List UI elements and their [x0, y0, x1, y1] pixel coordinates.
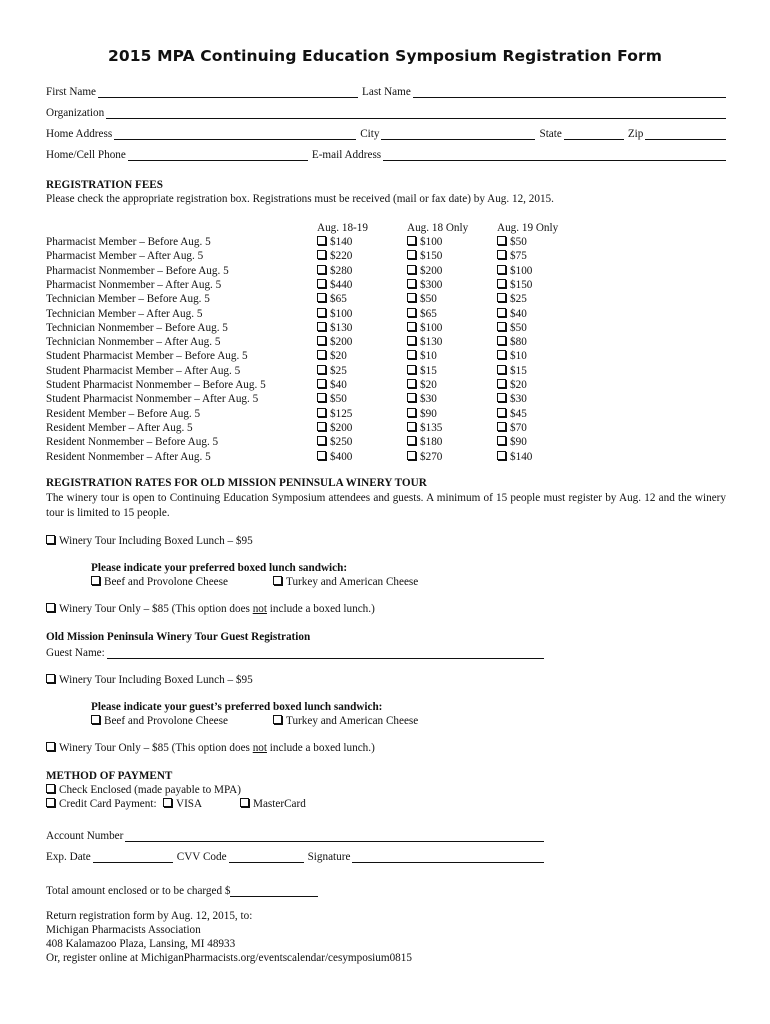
- fee-price: $80: [510, 336, 527, 349]
- guest-sandwich-turkey-option[interactable]: [273, 715, 418, 727]
- winery-heading: REGISTRATION RATES FOR OLD MISSION PENINSULA WINERY TOUR: [46, 477, 427, 489]
- fee-price: $40: [510, 307, 527, 320]
- winery-description: The winery tour is open to Continuing Education Symposium attendees and guests. A minimum of 15 people must register by Aug. 12 and the winery tour is limited to 15 people.: [46, 492, 726, 519]
- fee-option[interactable]: [317, 365, 347, 377]
- fee-option[interactable]: [497, 308, 527, 320]
- fee-option[interactable]: [497, 422, 527, 434]
- fee-price: $45: [510, 407, 527, 420]
- column-header: Aug. 18-19: [317, 222, 368, 234]
- association-address: 408 Kalamazoo Plaza, Lansing, MI 48933: [46, 938, 236, 950]
- fee-price: $70: [510, 421, 527, 434]
- check-option[interactable]: [46, 784, 241, 796]
- fee-category-label: Student Pharmacist Member – Before Aug. 5: [46, 350, 248, 363]
- fee-price: $20: [420, 379, 437, 391]
- fee-option[interactable]: [317, 265, 352, 277]
- checkbox[interactable]: [317, 308, 326, 317]
- fee-price: $130: [420, 336, 443, 349]
- checkbox[interactable]: [317, 250, 326, 259]
- checkbox[interactable]: [497, 436, 506, 445]
- fee-option[interactable]: [407, 322, 442, 334]
- checkbox[interactable]: [46, 742, 55, 751]
- fee-price: $130: [330, 321, 353, 334]
- checkbox[interactable]: [46, 535, 55, 544]
- total-field[interactable]: [230, 885, 318, 897]
- guest-lunch-label: Winery Tour Including Boxed Lunch – $95: [59, 674, 253, 686]
- first-name-label: First Name: [46, 86, 97, 98]
- checkbox[interactable]: [273, 576, 282, 585]
- checkbox[interactable]: [407, 408, 416, 417]
- checkbox[interactable]: [407, 379, 416, 388]
- fee-option[interactable]: [317, 379, 347, 391]
- fee-option[interactable]: [407, 293, 437, 305]
- mastercard-option[interactable]: [240, 798, 306, 810]
- guest-sandwich-beef-option[interactable]: [91, 715, 228, 727]
- fee-price: $30: [510, 393, 527, 406]
- fee-price: $50: [330, 393, 347, 406]
- check-label: Check Enclosed (made payable to MPA): [59, 784, 241, 796]
- checkbox[interactable]: [317, 350, 326, 359]
- guest-heading: Old Mission Peninsula Winery Tour Guest Registration: [46, 631, 311, 643]
- column-header: Aug. 18 Only: [407, 222, 469, 234]
- fee-price: $135: [420, 421, 443, 434]
- checkbox[interactable]: [407, 365, 416, 374]
- fee-option[interactable]: [407, 350, 437, 362]
- checkbox[interactable]: [497, 308, 506, 317]
- checkbox[interactable]: [46, 603, 55, 612]
- winery-lunch-option[interactable]: [46, 535, 253, 547]
- checkbox[interactable]: [317, 422, 326, 431]
- fee-option[interactable]: [317, 279, 352, 291]
- fee-option[interactable]: [497, 322, 527, 334]
- fee-option[interactable]: [317, 436, 352, 448]
- home-address-field[interactable]: [114, 128, 356, 140]
- checkbox[interactable]: [46, 798, 55, 807]
- exp-field[interactable]: [93, 851, 173, 863]
- fee-price: $280: [330, 264, 353, 277]
- organization-field[interactable]: [106, 107, 726, 119]
- fee-price: $25: [510, 293, 527, 306]
- fee-category-label: Resident Nonmember – After Aug. 5: [46, 450, 211, 463]
- account-label: Account Number: [46, 830, 124, 842]
- checkbox[interactable]: [407, 322, 416, 331]
- fee-option[interactable]: [407, 365, 437, 377]
- fee-price: $75: [510, 250, 527, 263]
- fees-instructions: Please check the appropriate registration box. Registrations must be received (mail or fax date) by Aug. 12, 2015.: [46, 193, 554, 205]
- fee-price: $250: [330, 436, 353, 449]
- fee-option[interactable]: [317, 350, 347, 362]
- fee-price: $100: [510, 264, 533, 277]
- email-label: E-mail Address: [311, 149, 382, 161]
- checkbox[interactable]: [407, 308, 416, 317]
- fee-option[interactable]: [407, 379, 437, 391]
- fee-price: $20: [510, 379, 527, 391]
- card-details-row: [46, 847, 544, 863]
- fee-option[interactable]: [317, 451, 352, 463]
- checkbox[interactable]: [317, 408, 326, 417]
- last-name-field[interactable]: [413, 86, 726, 98]
- checkbox[interactable]: [317, 336, 326, 345]
- city-label: City: [360, 128, 380, 140]
- total-row: [46, 881, 318, 897]
- checkbox[interactable]: [497, 322, 506, 331]
- fee-price: $180: [420, 436, 443, 449]
- fee-price: $15: [510, 364, 527, 377]
- fee-option[interactable]: [497, 265, 532, 277]
- fee-option[interactable]: [407, 250, 442, 262]
- fee-option[interactable]: [497, 236, 527, 248]
- fee-price: $65: [420, 307, 437, 320]
- winery-only-option[interactable]: [46, 603, 375, 615]
- fee-option[interactable]: [317, 308, 352, 320]
- fee-option[interactable]: [497, 379, 527, 391]
- fee-option[interactable]: [407, 308, 437, 320]
- checkbox[interactable]: [407, 250, 416, 259]
- fee-option[interactable]: [407, 436, 442, 448]
- cvv-label: CVV Code: [176, 851, 227, 863]
- fee-price: $20: [330, 350, 347, 363]
- return-instructions: Return registration form by Aug. 12, 2015, to:: [46, 910, 253, 922]
- fee-price: $300: [420, 278, 443, 291]
- fee-category-label: Technician Nonmember – Before Aug. 5: [46, 321, 228, 334]
- checkbox[interactable]: [497, 250, 506, 259]
- first-name-field[interactable]: [98, 86, 358, 98]
- checkbox[interactable]: [497, 279, 506, 288]
- phone-field[interactable]: [128, 149, 308, 161]
- fee-option[interactable]: [407, 408, 437, 420]
- checkbox[interactable]: [46, 784, 55, 793]
- checkbox[interactable]: [273, 715, 282, 724]
- fee-price: $140: [330, 236, 353, 248]
- fee-category-label: Pharmacist Member – Before Aug. 5: [46, 236, 211, 248]
- account-row: [46, 826, 544, 842]
- signature-label: Signature: [307, 851, 351, 863]
- credit-label: Credit Card Payment:: [59, 798, 157, 810]
- checkbox[interactable]: [317, 236, 326, 245]
- checkbox[interactable]: [497, 265, 506, 274]
- checkbox[interactable]: [407, 436, 416, 445]
- visa-option[interactable]: [163, 798, 202, 810]
- fee-option[interactable]: [497, 393, 527, 405]
- checkbox[interactable]: [497, 451, 506, 460]
- contact-row: [46, 145, 726, 161]
- fee-price: $15: [420, 364, 437, 377]
- fee-option[interactable]: [497, 365, 527, 377]
- checkbox[interactable]: [317, 265, 326, 274]
- guest-only-label-not: not: [252, 742, 267, 754]
- fee-option[interactable]: [407, 336, 442, 348]
- checkbox[interactable]: [497, 393, 506, 402]
- cvv-field[interactable]: [229, 851, 304, 863]
- fees-heading: REGISTRATION FEES: [46, 179, 163, 191]
- fee-option[interactable]: [497, 279, 532, 291]
- fee-price: $270: [420, 450, 443, 463]
- zip-field[interactable]: [645, 128, 726, 140]
- fee-price: $65: [330, 293, 347, 306]
- checkbox[interactable]: [317, 293, 326, 302]
- fee-option[interactable]: [497, 436, 527, 448]
- fee-option[interactable]: [407, 279, 442, 291]
- fee-price: $90: [510, 436, 527, 449]
- fee-price: $400: [330, 450, 353, 463]
- checkbox[interactable]: [317, 393, 326, 402]
- fee-option[interactable]: [317, 408, 352, 420]
- email-field[interactable]: [383, 149, 726, 161]
- column-header: Aug. 19 Only: [497, 222, 559, 234]
- exp-label: Exp. Date: [46, 851, 91, 863]
- credit-option[interactable]: [46, 798, 157, 810]
- fee-price: $10: [420, 350, 437, 363]
- fee-price: $10: [510, 350, 527, 363]
- fee-option[interactable]: [407, 422, 442, 434]
- sandwich-beef-label: Beef and Provolone Cheese: [104, 576, 228, 588]
- fee-option[interactable]: [497, 408, 527, 420]
- checkbox[interactable]: [407, 350, 416, 359]
- organization-row: [46, 103, 726, 119]
- payment-heading: METHOD OF PAYMENT: [46, 770, 173, 782]
- checkbox[interactable]: [497, 379, 506, 388]
- fee-category-label: Technician Member – Before Aug. 5: [46, 293, 210, 306]
- fee-category-label: Pharmacist Nonmember – After Aug. 5: [46, 278, 222, 291]
- address-row: [46, 124, 726, 140]
- guest-sandwich-prompt: Please indicate your guest’s preferred boxed lunch sandwich:: [91, 701, 383, 713]
- sandwich-beef-option[interactable]: [91, 576, 228, 588]
- checkbox[interactable]: [497, 408, 506, 417]
- checkbox[interactable]: [497, 350, 506, 359]
- fee-option[interactable]: [497, 451, 532, 463]
- checkbox[interactable]: [407, 236, 416, 245]
- checkbox[interactable]: [407, 336, 416, 345]
- checkbox[interactable]: [46, 674, 55, 683]
- fee-category-label: Resident Nonmember – Before Aug. 5: [46, 436, 219, 449]
- fee-category-label: Pharmacist Member – After Aug. 5: [46, 250, 204, 263]
- checkbox[interactable]: [497, 365, 506, 374]
- fee-price: $440: [330, 278, 353, 291]
- guest-only-label-pre: Winery Tour Only – $85 (This option does: [59, 742, 253, 754]
- checkbox[interactable]: [407, 451, 416, 460]
- fee-category-label: Technician Nonmember – After Aug. 5: [46, 336, 221, 349]
- guest-name-row: [46, 643, 544, 659]
- state-field[interactable]: [564, 128, 624, 140]
- visa-label: VISA: [176, 798, 203, 810]
- fee-option[interactable]: [497, 293, 527, 305]
- checkbox[interactable]: [317, 436, 326, 445]
- form-title: 2015 MPA Continuing Education Symposium Registration Form: [108, 47, 662, 65]
- fee-price: $90: [420, 407, 437, 420]
- fee-price: $30: [420, 393, 437, 406]
- fee-category-label: Technician Member – After Aug. 5: [46, 307, 203, 320]
- fee-option[interactable]: [407, 236, 442, 248]
- checkbox[interactable]: [317, 451, 326, 460]
- fee-option[interactable]: [407, 393, 437, 405]
- fee-price: $25: [330, 364, 347, 377]
- fee-category-label: Pharmacist Nonmember – Before Aug. 5: [46, 264, 229, 277]
- checkbox[interactable]: [497, 422, 506, 431]
- winery-only-label-pre: Winery Tour Only – $85 (This option does: [59, 603, 253, 615]
- fee-price: $50: [420, 293, 437, 306]
- fee-price: $100: [420, 321, 443, 334]
- fee-option[interactable]: [317, 250, 352, 262]
- checkbox[interactable]: [407, 293, 416, 302]
- fee-option[interactable]: [407, 451, 442, 463]
- last-name-label: Last Name: [362, 86, 411, 98]
- fee-price: $150: [510, 278, 533, 291]
- checkbox[interactable]: [317, 379, 326, 388]
- guest-lunch-option[interactable]: [46, 674, 253, 686]
- fee-category-label: Student Pharmacist Nonmember – After Aug. 5: [46, 393, 259, 406]
- checkbox[interactable]: [317, 279, 326, 288]
- checkbox[interactable]: [407, 279, 416, 288]
- fee-option[interactable]: [497, 250, 527, 262]
- signature-field[interactable]: [352, 851, 544, 863]
- guest-name-field[interactable]: [107, 647, 544, 659]
- account-field[interactable]: [125, 830, 544, 842]
- checkbox[interactable]: [497, 336, 506, 345]
- fee-price: $100: [330, 307, 353, 320]
- fee-option[interactable]: [497, 336, 527, 348]
- winery-only-label-not: not: [252, 603, 267, 615]
- fee-price: $200: [330, 336, 353, 349]
- fee-price: $50: [510, 321, 527, 334]
- checkbox[interactable]: [407, 265, 416, 274]
- name-row: [46, 82, 726, 98]
- fee-category-label: Student Pharmacist Nonmember – Before Aug. 5: [46, 379, 266, 391]
- zip-label: Zip: [627, 128, 644, 140]
- fee-price: $125: [330, 407, 353, 420]
- guest-sandwich-turkey-label: Turkey and American Cheese: [286, 715, 419, 727]
- fee-category-label: Resident Member – Before Aug. 5: [46, 407, 201, 420]
- city-field[interactable]: [381, 128, 535, 140]
- guest-sandwich-beef-label: Beef and Provolone Cheese: [104, 715, 228, 727]
- fee-category-label: Student Pharmacist Member – After Aug. 5: [46, 364, 241, 377]
- checkbox[interactable]: [163, 798, 172, 807]
- phone-label: Home/Cell Phone: [46, 149, 126, 161]
- winery-only-label-post: include a boxed lunch.): [267, 603, 375, 615]
- fee-option[interactable]: [317, 422, 352, 434]
- fee-price: $40: [330, 379, 347, 391]
- sandwich-turkey-option[interactable]: [273, 576, 418, 588]
- organization-label: Organization: [46, 107, 105, 119]
- online-registration: Or, register online at MichiganPharmacists.org/eventscalendar/cesymposium0815: [46, 952, 412, 964]
- fee-price: $220: [330, 250, 353, 263]
- checkbox[interactable]: [497, 293, 506, 302]
- fee-price: $200: [420, 264, 443, 277]
- checkbox[interactable]: [407, 422, 416, 431]
- checkbox[interactable]: [317, 365, 326, 374]
- fee-price: $50: [510, 236, 527, 248]
- association-name: Michigan Pharmacists Association: [46, 924, 201, 936]
- fee-option[interactable]: [317, 322, 352, 334]
- state-label: State: [539, 128, 562, 140]
- fee-price: $140: [510, 450, 533, 463]
- checkbox[interactable]: [317, 322, 326, 331]
- checkbox[interactable]: [497, 236, 506, 245]
- fee-option[interactable]: [407, 265, 442, 277]
- checkbox[interactable]: [240, 798, 249, 807]
- sandwich-prompt: Please indicate your preferred boxed lunch sandwich:: [91, 562, 348, 574]
- fee-option[interactable]: [317, 393, 347, 405]
- fee-price: $100: [420, 236, 443, 248]
- checkbox[interactable]: [91, 576, 100, 585]
- sandwich-turkey-label: Turkey and American Cheese: [286, 576, 419, 588]
- mastercard-label: MasterCard: [253, 798, 306, 810]
- guest-name-label: Guest Name:: [46, 647, 105, 659]
- checkbox[interactable]: [91, 715, 100, 724]
- fee-price: $200: [330, 421, 353, 434]
- fee-option[interactable]: [497, 350, 527, 362]
- home-address-label: Home Address: [46, 128, 113, 140]
- fee-option[interactable]: [317, 336, 352, 348]
- checkbox[interactable]: [407, 393, 416, 402]
- winery-lunch-label: Winery Tour Including Boxed Lunch – $95: [59, 535, 253, 547]
- fee-option[interactable]: [317, 236, 352, 248]
- guest-only-label-post: include a boxed lunch.): [267, 742, 375, 754]
- fee-category-label: Resident Member – After Aug. 5: [46, 421, 193, 434]
- fee-option[interactable]: [317, 293, 347, 305]
- fee-price: $150: [420, 250, 443, 263]
- guest-only-option[interactable]: [46, 742, 375, 754]
- total-label: Total amount enclosed or to be charged $: [46, 885, 231, 897]
